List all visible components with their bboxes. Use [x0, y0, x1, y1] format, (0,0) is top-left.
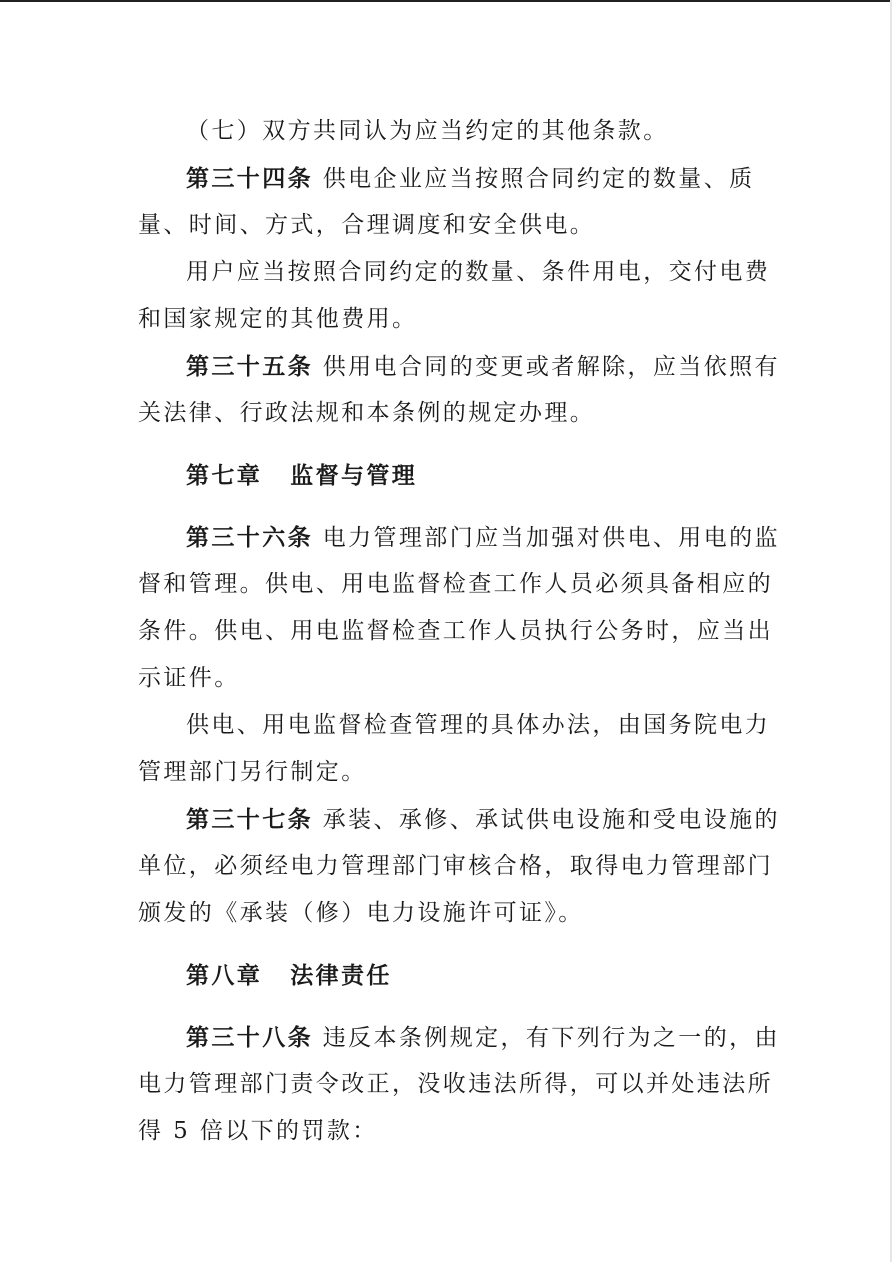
article-37: [138, 796, 780, 937]
paragraph-supervision: [138, 702, 771, 796]
article-34: [138, 155, 758, 249]
article-37-line-2: 单位，必须经电力管理部门审核合格，取得电力管理部门: [138, 853, 773, 879]
chapter-8-number: 第八章: [186, 962, 263, 989]
article-37-line-3: 颁发的《承装（修）电力设施许可证》。: [138, 900, 584, 926]
article-37-text-1: 承装、承修、承试供电设施和受电设施的: [313, 807, 780, 833]
article-34-line-2: 量、时间、方式，合理调度和安全供电。: [138, 212, 596, 238]
article-36-line-1: [138, 514, 780, 561]
article-38-line-3: 得 5 倍以下的罚款：: [138, 1118, 378, 1144]
article-38-label: 第三十八条: [186, 1024, 313, 1051]
chapter-7-number: 第七章: [186, 462, 263, 489]
article-38-line-2: 电力管理部门责令改正，没收违法所得，可以并处违法所: [138, 1071, 773, 1097]
paragraph-user-line-1: 用户应当按照合同约定的数量、条件用电，交付电费: [186, 259, 771, 285]
article-35-line-2: 关法律、行政法规和本条例的规定办理。: [138, 400, 596, 426]
article-38: [138, 1014, 780, 1155]
article-36-label: 第三十六条: [186, 524, 313, 551]
article-35-line-1: [138, 343, 780, 390]
item-7-line: （七）双方共同认为应当约定的其他条款。: [186, 118, 669, 144]
article-38-line-1: [138, 1014, 780, 1061]
article-37-label: 第三十七条: [186, 806, 313, 833]
page-top-border: [0, 0, 892, 2]
article-37-line-1: [138, 796, 780, 843]
article-34-text-1: 供电企业应当按照合同约定的数量、质: [313, 166, 755, 192]
article-35-label: 第三十五条: [186, 353, 313, 380]
article-36-line-2: 督和管理。供电、用电监督检查工作人员必须具备相应的: [138, 571, 773, 597]
article-34-label: 第三十四条: [186, 165, 313, 192]
paragraph-supervision-line-2: 管理部门另行制定。: [138, 759, 367, 785]
paragraph-user-obligations: [138, 249, 771, 343]
paragraph-supervision-line-1: 供电、用电监督检查管理的具体办法，由国务院电力: [186, 712, 771, 738]
document-page: [138, 108, 780, 1155]
article-35-text-1: 供用电合同的变更或者解除，应当依照有: [313, 354, 780, 380]
article-36-text-1: 电力管理部门应当加强对供电、用电的监: [313, 525, 780, 551]
chapter-8-title: 法律责任: [290, 962, 392, 989]
article-35: [138, 343, 780, 437]
chapter-8-heading: [138, 952, 758, 999]
chapter-7-title: 监督与管理: [290, 462, 418, 489]
article-34-line-1: [138, 155, 758, 202]
article-36: [138, 514, 780, 702]
article-38-text-1: 违反本条例规定，有下列行为之一的，由: [313, 1025, 780, 1051]
chapter-7-heading: [138, 452, 758, 499]
article-36-line-4: 示证件。: [138, 665, 240, 691]
article-36-line-3: 条件。供电、用电监督检查工作人员执行公务时，应当出: [138, 618, 773, 644]
paragraph-user-line-2: 和国家规定的其他费用。: [138, 306, 418, 332]
